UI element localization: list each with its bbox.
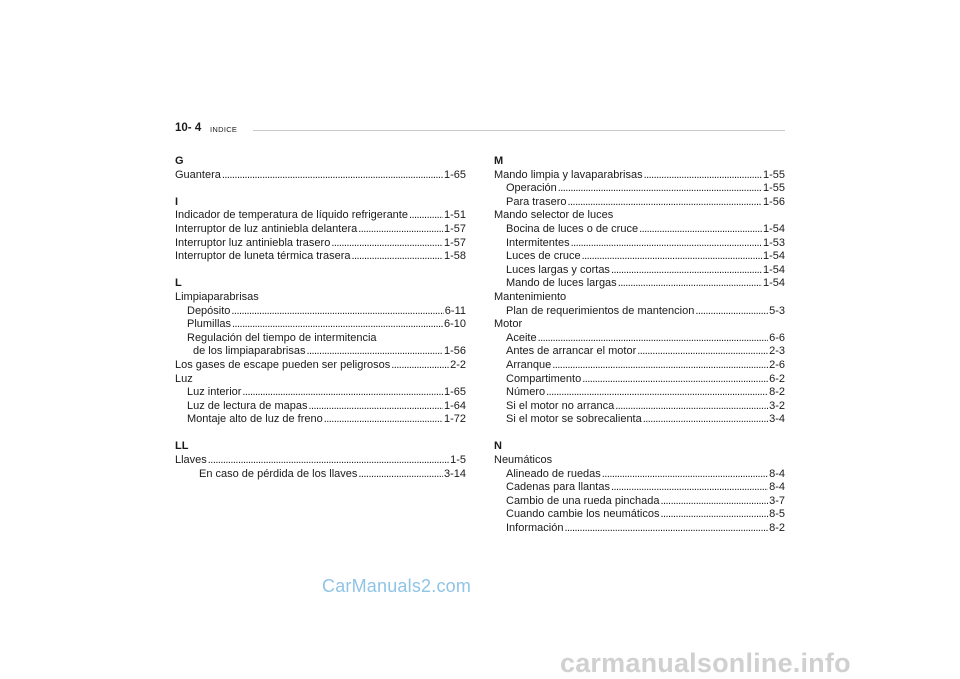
entry-text: Si el motor no arranca [506, 399, 615, 412]
index-entry [494, 305, 785, 319]
entry-text: Interruptor luz antiniebla trasero [175, 236, 331, 249]
entry-page: 1-56 [443, 345, 466, 358]
dot-leader [391, 359, 449, 373]
index-entry [175, 468, 466, 482]
entry-page: 8-2 [769, 386, 785, 399]
index-entry [175, 169, 466, 183]
index-group [175, 440, 466, 481]
entry-text: Luz de lectura de mapas [187, 399, 308, 412]
index-entry [494, 250, 785, 264]
entry-text: Antes de arrancar el motor [506, 345, 637, 358]
dot-leader [208, 454, 449, 468]
footer-watermark: carmanualsonline.info [560, 648, 851, 678]
entry-page: 1-57 [443, 236, 466, 249]
index-entry [494, 468, 785, 482]
index-entry [175, 305, 466, 319]
entry-page: 2-6 [769, 358, 785, 371]
index-group [175, 277, 466, 427]
index-entry [494, 264, 785, 278]
dot-leader [351, 250, 442, 264]
entry-page: 6-2 [769, 372, 785, 385]
entry-page: 1-58 [443, 250, 466, 263]
index-group [494, 155, 785, 427]
index-entry [494, 345, 785, 359]
dot-leader [331, 237, 443, 251]
entry-page: 6-11 [444, 304, 466, 317]
dot-leader [242, 386, 443, 400]
dot-leader [643, 413, 768, 427]
dot-leader [602, 468, 768, 482]
index-letter: N [494, 440, 502, 453]
index-letter: L [175, 277, 182, 290]
index-entry [175, 400, 466, 414]
dot-leader [582, 250, 762, 264]
entry-page: 1-72 [443, 413, 466, 426]
dot-leader [409, 209, 443, 223]
index-heading: Luz [175, 372, 193, 385]
entry-text: Interruptor de luneta térmica trasera [175, 250, 351, 263]
entry-text: Información [506, 522, 564, 535]
index-entry [494, 277, 785, 291]
index-entry [175, 223, 466, 237]
dot-leader [324, 413, 443, 427]
index-entry [494, 522, 785, 536]
dot-leader [618, 277, 762, 291]
dot-leader [615, 400, 768, 414]
entry-text: Mando limpia y lavaparabrisas [494, 168, 643, 181]
index-entry [175, 318, 466, 332]
entry-page: 1-54 [762, 263, 785, 276]
index-entry [494, 386, 785, 400]
entry-page: 1-54 [762, 250, 785, 263]
dot-leader [639, 223, 762, 237]
entry-text: Luces de cruce [506, 250, 581, 263]
entry-text: Llaves [175, 454, 207, 467]
index-entry [175, 386, 466, 400]
entry-page: 1-55 [762, 182, 785, 195]
dot-leader [637, 345, 768, 359]
entry-text: Interruptor de luz antiniebla delantera [175, 222, 358, 235]
index-letter: G [175, 155, 184, 167]
index-group [175, 155, 466, 182]
dot-leader [222, 169, 443, 183]
entry-text: Los gases de escape pueden ser peligrosos [175, 358, 391, 371]
dot-leader [232, 318, 443, 332]
entry-text: Montaje alto de luz de freno [187, 413, 323, 426]
entry-text: Si el motor se sobrecalienta [506, 413, 642, 426]
entry-page: 8-4 [769, 481, 785, 494]
entry-text: En caso de pérdida de los llaves [199, 467, 358, 480]
index-heading: Mando selector de luces [494, 209, 614, 222]
entry-text: Plumillas [187, 318, 232, 331]
entry-page: 3-7 [769, 494, 785, 507]
entry-page: 1-55 [762, 168, 785, 181]
index-entry [175, 345, 466, 359]
index-entry [494, 508, 785, 522]
index-entry [175, 454, 466, 468]
entry-page: 5-3 [769, 304, 785, 317]
index-entry [175, 250, 466, 264]
dot-leader [611, 481, 768, 495]
entry-page: 3-2 [769, 399, 785, 412]
watermark-link[interactable]: CarManuals2.com [322, 576, 472, 596]
entry-text: Para trasero [506, 195, 567, 208]
dot-leader [358, 468, 443, 482]
entry-page: 8-5 [769, 508, 785, 521]
index-entry [494, 237, 785, 251]
index-entry [494, 169, 785, 183]
entry-text: Plan de requerimientos de mantencion [506, 304, 695, 317]
entry-text: Número [506, 386, 546, 399]
entry-page: 1-54 [762, 222, 785, 235]
index-entry [494, 413, 785, 427]
dot-leader [564, 522, 768, 536]
index-heading: Mantenimiento [494, 290, 567, 303]
index-entry [175, 413, 466, 427]
entry-text: Aceite [506, 331, 537, 344]
index-entry [494, 182, 785, 196]
page-header [175, 122, 785, 138]
entry-text: Operación [506, 182, 557, 195]
index-heading: Motor [494, 318, 523, 331]
index-entry [494, 373, 785, 387]
entry-text: Cambio de una rueda pinchada [506, 494, 660, 507]
dot-leader [661, 495, 769, 509]
entry-text: Compartimento [506, 372, 582, 385]
entry-page: 1-54 [762, 277, 785, 290]
index-entry [494, 495, 785, 509]
entry-text: Indicador de temperatura de líquido refrigerante [175, 209, 408, 222]
index-letter: I [175, 195, 179, 208]
dot-leader [358, 223, 443, 237]
entry-page: 3-14 [443, 467, 466, 480]
index-column-left [175, 155, 466, 495]
index-entry [494, 481, 785, 495]
header-rule [253, 130, 785, 131]
index-heading: Neumáticos [494, 454, 553, 467]
entry-text: Cadenas para llantas [506, 481, 610, 494]
entry-page: 2-2 [450, 358, 466, 371]
entry-text: Bocina de luces o de cruce [506, 222, 639, 235]
dot-leader [611, 264, 762, 278]
page-number: 10- 4 [175, 122, 202, 134]
index-entry [175, 359, 466, 373]
entry-page: 1-65 [443, 168, 466, 181]
entry-text: Depósito [187, 304, 231, 317]
dot-leader [231, 305, 443, 319]
dot-leader [558, 182, 762, 196]
index-heading: Regulación del tiempo de intermitencia [187, 331, 377, 344]
entry-page: 1-56 [762, 195, 785, 208]
index-entry [494, 332, 785, 346]
index-entry [175, 209, 466, 223]
index-entry [494, 400, 785, 414]
index-entry [494, 223, 785, 237]
section-title: INDICE [210, 125, 238, 134]
index-entry [494, 196, 785, 210]
entry-text: Intermitentes [506, 236, 570, 249]
index-group [494, 440, 785, 535]
entry-text: Luz interior [187, 386, 242, 399]
entry-text: de los limpiaparabrisas [193, 345, 306, 358]
entry-text: Alineado de ruedas [506, 467, 601, 480]
entry-page: 3-4 [769, 413, 785, 426]
entry-page: 2-3 [769, 345, 785, 358]
index-group [175, 196, 466, 264]
dot-leader [695, 305, 768, 319]
index-letter: LL [175, 440, 189, 453]
dot-leader [538, 332, 769, 346]
entry-page: 1-51 [443, 209, 466, 222]
entry-text: Luces largas y cortas [506, 263, 610, 276]
entry-page: 1-5 [450, 454, 466, 467]
entry-page: 8-2 [769, 522, 785, 535]
entry-page: 8-4 [769, 467, 785, 480]
dot-leader [660, 508, 768, 522]
dot-leader [568, 196, 762, 210]
index-letter: M [494, 155, 504, 167]
entry-text: Guantera [175, 168, 221, 181]
dot-leader [546, 386, 768, 400]
entry-page: 6-6 [769, 331, 785, 344]
index-entry [175, 237, 466, 251]
entry-page: 1-53 [762, 236, 785, 249]
dot-leader [307, 345, 443, 359]
dot-leader [308, 400, 443, 414]
index-heading: Limpiaparabrisas [175, 290, 259, 303]
entry-page: 1-65 [443, 386, 466, 399]
entry-page: 6-10 [443, 318, 466, 331]
entry-text: Mando de luces largas [506, 277, 617, 290]
dot-leader [644, 169, 762, 183]
entry-page: 1-64 [443, 399, 466, 412]
index-column-right [494, 155, 785, 549]
index-entry [494, 359, 785, 373]
dot-leader [582, 373, 768, 387]
entry-text: Arranque [506, 358, 552, 371]
dot-leader [552, 359, 768, 373]
dot-leader [571, 237, 762, 251]
entry-text: Cuando cambie los neumáticos [506, 508, 660, 521]
entry-page: 1-57 [443, 222, 466, 235]
